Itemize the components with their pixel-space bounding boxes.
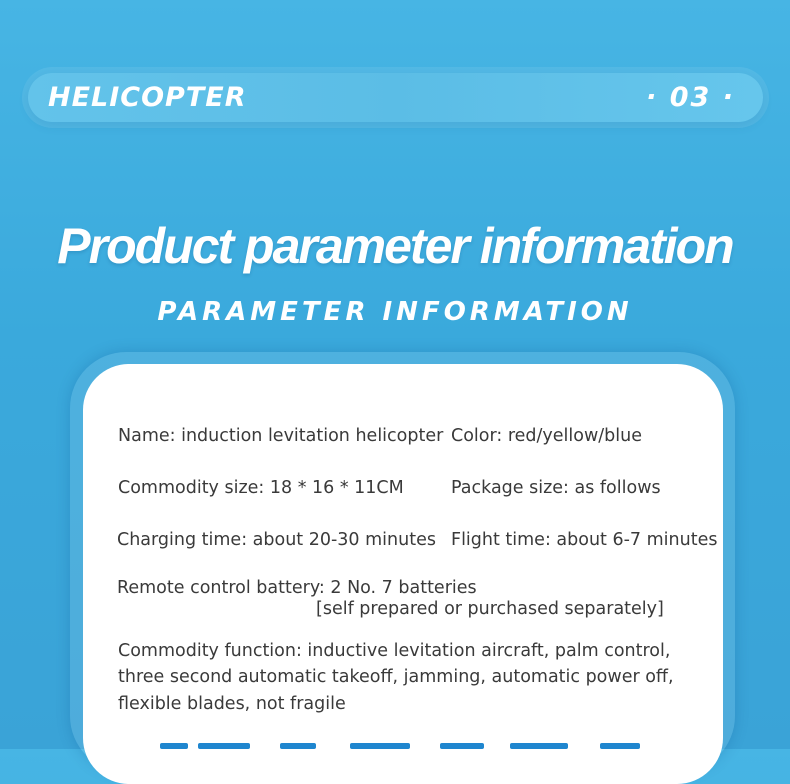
param-remote-battery: Remote control battery: 2 No. 7 batteries (117, 578, 477, 598)
param-function-line-2: three second automatic takeoff, jamming, automatic power off, (118, 667, 674, 687)
param-color: Color: red/yellow/blue (451, 426, 643, 446)
cropped-heading-glyph (280, 743, 316, 749)
param-charging-time: Charging time: about 20-30 minutes (117, 530, 436, 550)
cropped-heading-glyph (350, 743, 410, 749)
param-package-size: Package size: as follows (451, 478, 661, 498)
cropped-heading-glyph (160, 743, 188, 749)
cropped-heading-glyph (198, 743, 250, 749)
section-number: · 03 · (646, 82, 735, 113)
banner-title: HELICOPTER (48, 82, 247, 113)
page-subtitle: PARAMETER INFORMATION (157, 297, 633, 327)
param-function-line-1: Commodity function: inductive levitation aircraft, palm control, (118, 641, 671, 661)
cropped-heading-glyph (510, 743, 568, 749)
param-function-line-3: flexible blades, not fragile (118, 694, 346, 714)
section-banner (28, 73, 763, 122)
param-remote-battery-note: [self prepared or purchased separately] (316, 599, 664, 619)
page-title: Product parameter information (57, 218, 733, 274)
param-flight-time: Flight time: about 6-7 minutes (451, 530, 718, 550)
cropped-heading-glyph (600, 743, 640, 749)
cropped-heading-glyph (440, 743, 484, 749)
param-commodity-size: Commodity size: 18 * 16 * 11CM (118, 478, 404, 498)
cropped-next-heading (160, 740, 650, 749)
param-name: Name: induction levitation helicopter (118, 426, 444, 446)
